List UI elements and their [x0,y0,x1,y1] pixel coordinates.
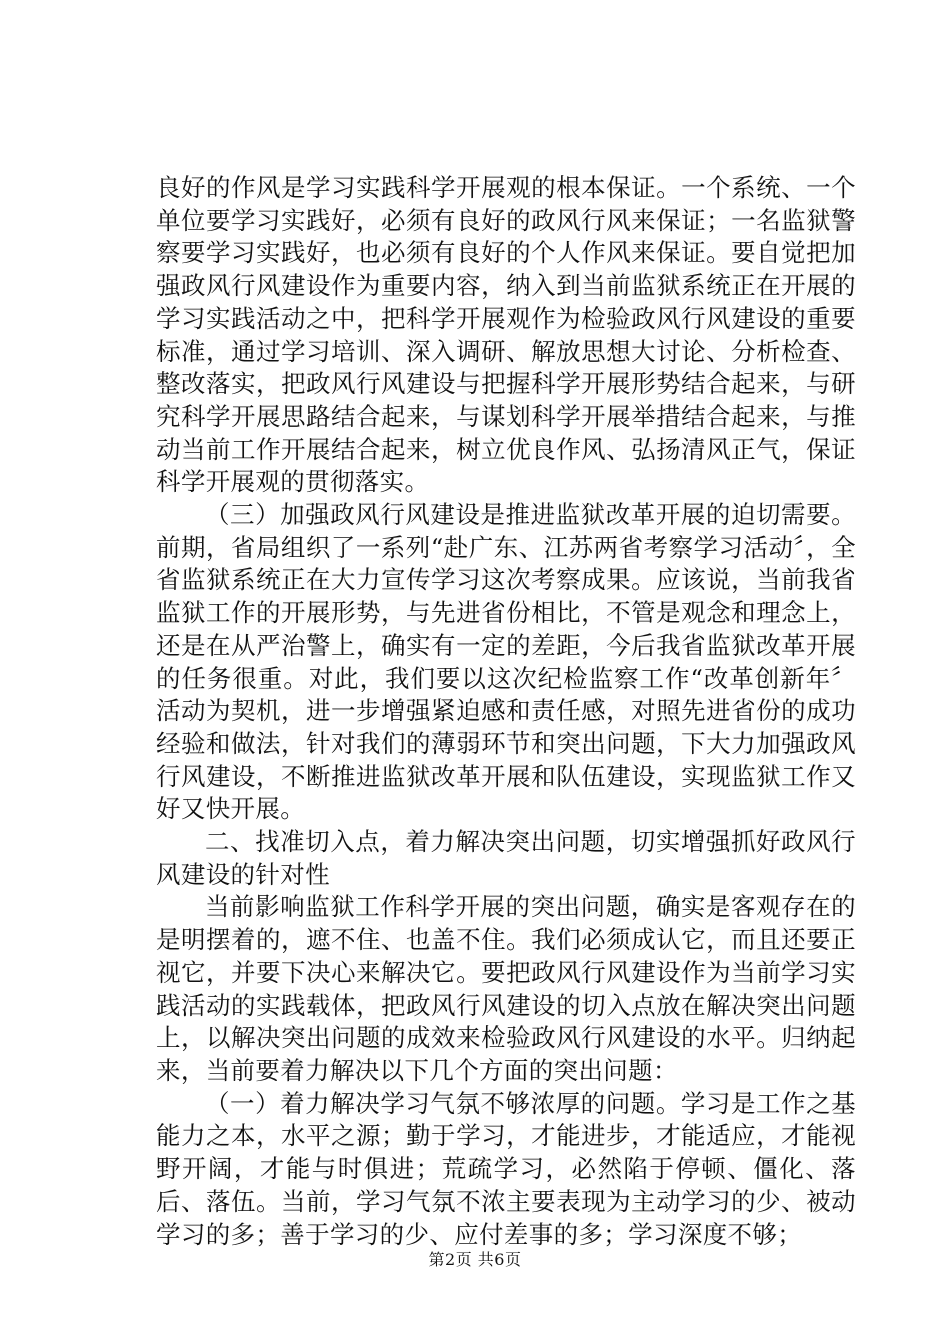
page-number: 第2页 共6页 [428,1250,522,1269]
paragraph-2: （三）加强政风行风建设是推进监狱改革开展的迫切需要。前期，省局组织了一系列“赴广东、江苏两省考察学习活动〞，全省监狱系统正在大力宣传学习这次考察成果。应该说，当前我省监狱工作的开展形势，与先进省份相比，不管是观念和理念上，还是在从严治警上，确实有一定的差距，今后我省监狱改革开展的任务很重。对此，我们要以这次纪检监察工作“改革创新年〞活动为契机，进一步增强紧迫感和责任感，对照先进省份的成功经验和做法，针对我们的薄弱环节和突出问题，下大力加强政风行风建设，不断推进监狱改革开展和队伍建设，实现监狱工作又好又快开展。 [156,500,856,824]
paragraph-4: （一）着力解决学习气氛不够浓厚的问题。学习是工作之基能力之本，水平之源；勤于学习，才能进步，才能适应，才能视野开阔，才能与时俱进；荒疏学习，必然陷于停顿、僵化、落后、落伍。当前，学习气氛不浓主要表现为主动学习的少、被动学习的多；善于学习的少、应付差事的多；学习深度不够； [156,1088,856,1249]
document-body [156,172,856,1251]
paragraph-1: 良好的作风是学习实践科学开展观的根本保证。一个系统、一个单位要学习实践好，必须有良好的政风行风来保证；一名监狱警察要学习实践好，也必须有良好的个人作风来保证。要自觉把加强政风行风建设作为重要内容，纳入到当前监狱系统正在开展的学习实践活动之中，把科学开展观作为检验政风行风建设的重要标准，通过学习培训、深入调研、解放思想大讨论、分析检查、整改落实，把政风行风建设与把握科学开展形势结合起来，与研究科学开展思路结合起来，与谋划科学开展举措结合起来，与推动当前工作开展结合起来，树立优良作风、弘扬清风正气，保证科学开展观的贯彻落实。 [156,173,856,497]
paragraph-3: 当前影响监狱工作科学开展的突出问题，确实是客观存在的是明摆着的，遮不住、也盖不住。我们必须成认它，而且还要正视它，并要下决心来解决它。要把政风行风建设作为当前学习实践活动的实践载体，把政风行风建设的切入点放在解决突出问题上，以解决突出问题的成效来检验政风行风建设的水平。归纳起来，当前要着力解决以下几个方面的突出问题： [156,892,856,1085]
section-heading: 二、找准切入点，着力解决突出问题，切实增强抓好政风行风建设的针对性 [156,827,856,889]
